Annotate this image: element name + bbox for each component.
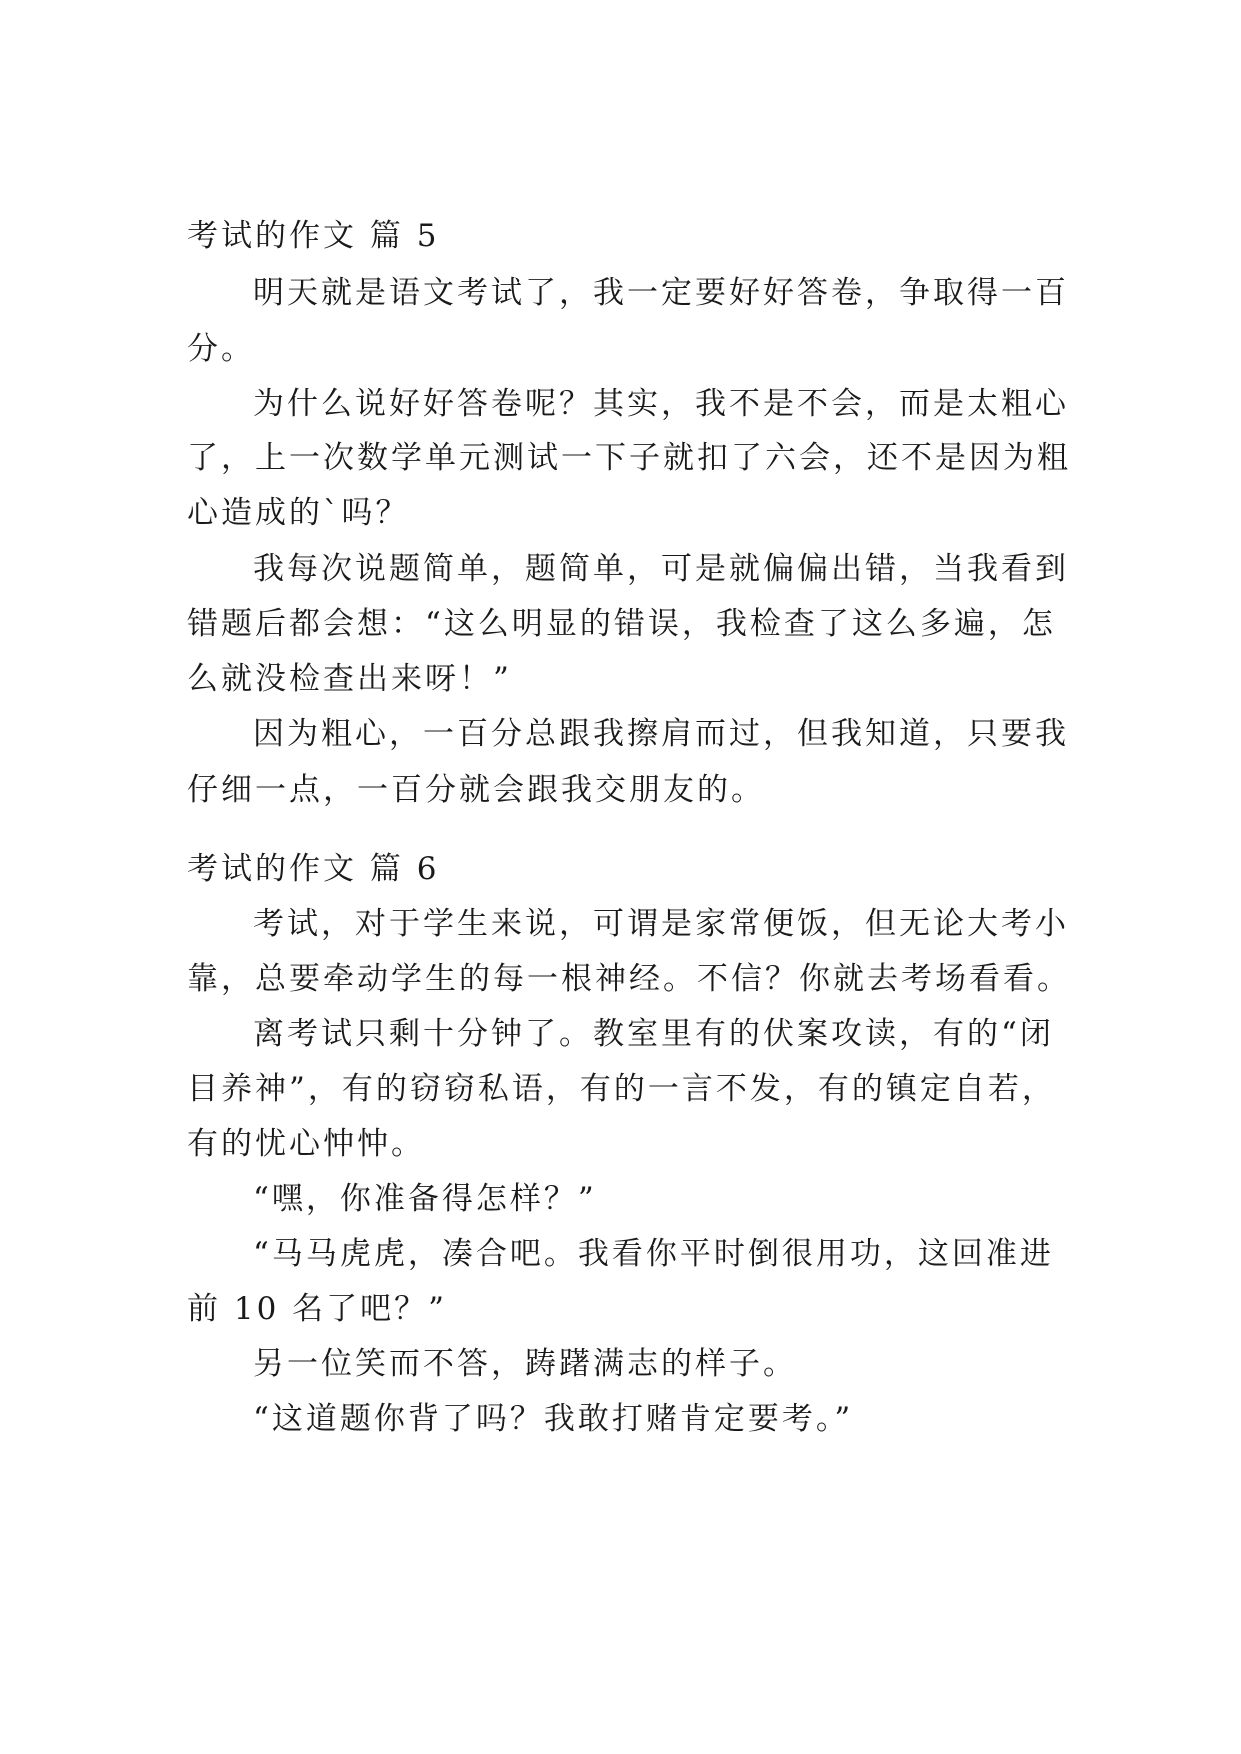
paragraph-line: 仔细一点，一百分就会跟我交朋友的。 (187, 772, 765, 808)
paragraph-line: 错题后都会想：“这么明显的错误，我检查了这么多遍，怎 (187, 606, 1056, 642)
paragraph-line: 靠，总要牵动学生的每一根神经。不信？你就去考场看看。 (187, 961, 1071, 997)
paragraph-line: “马马虎虎，凑合吧。我看你平时倒很用功，这回准进 (253, 1236, 1054, 1272)
paragraph-line: 离考试只剩十分钟了。教室里有的伏案攻读，有的“闭 (253, 1016, 1054, 1052)
essay-6-title: 考试的作文 篇 6 (187, 851, 440, 887)
paragraph-line: 心造成的`吗？ (187, 495, 410, 531)
paragraph-line: 分。 (187, 331, 255, 367)
paragraph-line: 另一位笑而不答，踌躇满志的样子。 (253, 1346, 797, 1382)
paragraph-line: 为什么说好好答卷呢？其实，我不是不会，而是太粗心 (253, 386, 1069, 422)
paragraph-line: 明天就是语文考试了，我一定要好好答卷，争取得一百 (253, 275, 1069, 311)
paragraph-line: “嘿，你准备得怎样？” (253, 1181, 597, 1217)
paragraph-line: 了，上一次数学单元测试一下子就扣了六会，还不是因为粗 (187, 440, 1071, 476)
paragraph-line: 么就没检查出来呀！” (187, 661, 512, 697)
paragraph-line: 考试，对于学生来说，可谓是家常便饭，但无论大考小 (253, 906, 1069, 942)
paragraph-line: 目养神”，有的窃窃私语，有的一言不发，有的镇定自若， (187, 1071, 1056, 1107)
paragraph-line: 因为粗心，一百分总跟我擦肩而过，但我知道，只要我 (253, 716, 1069, 752)
paragraph-line: 有的忧心忡忡。 (187, 1126, 425, 1162)
paragraph-line: “这道题你背了吗？我敢打赌肯定要考。” (253, 1401, 854, 1437)
essay-5-title: 考试的作文 篇 5 (187, 218, 440, 254)
paragraph-line: 前 10 名了吧？” (187, 1291, 448, 1327)
paragraph-line: 我每次说题简单，题简单，可是就偏偏出错，当我看到 (253, 551, 1069, 587)
